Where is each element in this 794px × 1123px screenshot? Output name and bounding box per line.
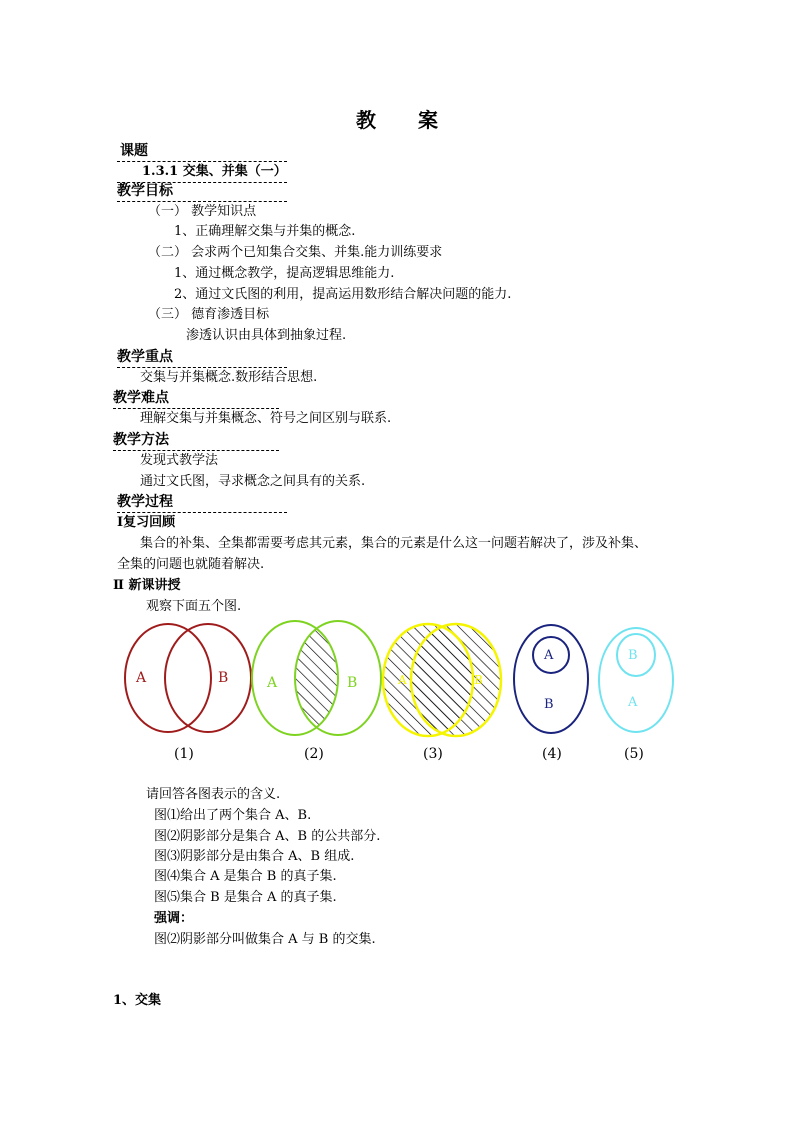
topic-label: 课题 bbox=[120, 143, 148, 159]
methods-label: 教学方法 bbox=[113, 432, 169, 448]
answer-4: 图⑷集合 A 是集合 B 的真子集. bbox=[154, 869, 337, 884]
topic-line bbox=[117, 162, 287, 183]
methods-line1: 发现式教学法 bbox=[140, 453, 219, 468]
fig1-set-b bbox=[165, 624, 251, 732]
venn-figures bbox=[110, 618, 690, 768]
fig1-label-a: A bbox=[136, 670, 147, 686]
title-char-1: 教 bbox=[356, 108, 376, 132]
answer-5: 图⑸集合 B 是集合 A 的真子集. bbox=[154, 890, 337, 905]
observe-line: 观察下面五个图. bbox=[146, 599, 242, 614]
answer-3: 图⑶阴影部分是由集合 A、B 组成. bbox=[154, 849, 355, 864]
venn-figure-2 bbox=[252, 621, 381, 735]
venn-figure-4 bbox=[514, 625, 588, 733]
fig5-label-a: A bbox=[628, 695, 638, 710]
objective-k1-1: 1、正确理解交集与并集的概念. bbox=[174, 224, 356, 239]
title-char-2: 案 bbox=[418, 108, 438, 132]
fig3-label-b: B bbox=[474, 673, 483, 687]
objectives-heading bbox=[117, 182, 287, 202]
process-heading bbox=[117, 493, 287, 513]
review-line2: 全集的问题也就随着解决. bbox=[117, 557, 265, 572]
methods-heading bbox=[113, 431, 279, 451]
venn-figure-5 bbox=[599, 628, 673, 732]
topic-heading bbox=[117, 142, 287, 162]
topic-value: 1.3.1 交集、并集（一） bbox=[142, 164, 287, 179]
objective-k1: （一） 教学知识点 bbox=[148, 204, 257, 219]
methods-line2: 通过文氏图，寻求概念之间具有的关系. bbox=[140, 474, 366, 489]
fig5-set-a bbox=[599, 628, 673, 732]
caption-5: (5) bbox=[624, 746, 644, 762]
fig4-label-a: A bbox=[544, 648, 554, 663]
objective-k2-1: 1、通过概念教学，提高逻辑思维能力. bbox=[174, 266, 395, 281]
answer-2: 图⑵阴影部分是集合 A、B 的公共部分. bbox=[154, 829, 381, 844]
section-heading: 1、交集 bbox=[113, 993, 162, 1008]
keypoints-text: 交集与并集概念.数形结合思想. bbox=[140, 370, 318, 385]
objective-k3-1: 渗透认识由具体到抽象过程. bbox=[186, 328, 347, 343]
caption-3: (3) bbox=[423, 746, 443, 762]
review-line1: 集合的补集、全集都需要考虑其元素，集合的元素是什么这一问题若解决了，涉及补集、 bbox=[140, 536, 648, 551]
fig4-set-b bbox=[514, 625, 588, 733]
keypoints-heading bbox=[117, 348, 287, 368]
caption-2: (2) bbox=[304, 746, 324, 762]
fig3-label-a: A bbox=[398, 673, 407, 687]
difficulties-label: 教学难点 bbox=[113, 390, 169, 406]
difficulties-text: 理解交集与并集概念、符号之间区别与联系. bbox=[140, 411, 392, 426]
answer-1: 图⑴给出了两个集合 A、B. bbox=[154, 808, 312, 823]
emphasis-text: 图⑵阴影部分叫做集合 A 与 B 的交集. bbox=[154, 932, 376, 947]
objective-k3: （三） 德育渗透目标 bbox=[148, 307, 270, 322]
page-title bbox=[0, 104, 794, 133]
emphasis-label: 强调： bbox=[154, 911, 194, 926]
new-lesson-heading: Ⅱ 新课讲授 bbox=[113, 578, 181, 593]
fig2-label-b: B bbox=[347, 675, 358, 691]
review-heading: Ⅰ复习回顾 bbox=[117, 515, 176, 530]
keypoints-label: 教学重点 bbox=[117, 349, 173, 365]
caption-4: (4) bbox=[542, 746, 562, 762]
venn-figure-1 bbox=[125, 624, 251, 732]
objectives-label: 教学目标 bbox=[117, 183, 173, 199]
fig2-label-a: A bbox=[267, 675, 278, 691]
venn-figure-3 bbox=[383, 624, 501, 736]
fig5-label-b: B bbox=[628, 648, 638, 663]
process-label: 教学过程 bbox=[117, 494, 173, 510]
difficulties-heading bbox=[113, 389, 279, 409]
fig4-label-b: B bbox=[544, 697, 554, 712]
caption-1: (1) bbox=[174, 746, 194, 762]
objective-k2: （二） 会求两个已知集合交集、并集.能力训练要求 bbox=[148, 245, 443, 260]
fig1-label-b: B bbox=[218, 670, 229, 686]
objective-k2-2: 2、通过文氏图的利用，提高运用数形结合解决问题的能力. bbox=[174, 287, 512, 302]
answers-prompt: 请回答各图表示的含义. bbox=[146, 787, 281, 802]
